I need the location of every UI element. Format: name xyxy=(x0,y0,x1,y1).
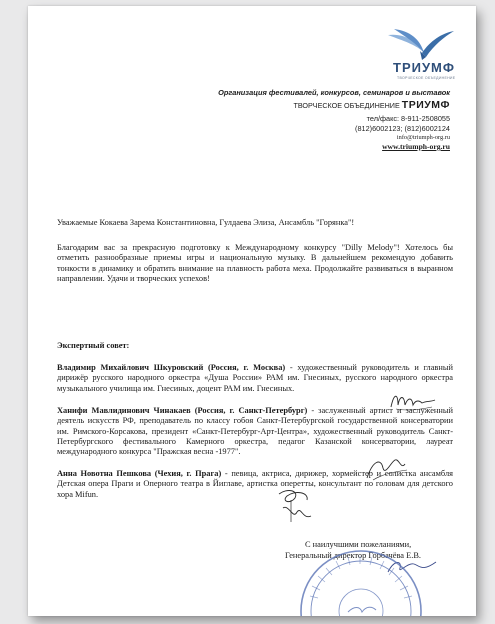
telfax: тел/факс: 8-911-2508055 xyxy=(366,114,450,123)
website-link[interactable]: www.triumph-org.ru xyxy=(382,142,450,151)
bird-logo-icon xyxy=(386,27,456,61)
org-prefix: ТВОРЧЕСКОЕ ОБЪЕДИНЕНИЕ xyxy=(293,101,400,110)
letter-body: Благодарим вас за прекрасную подготовку к Международному конкурсу "Dilly Melody"! Хотелось бы отметить разнообразные приемы игры и национальную музыку. В дальнейшем рекомендую добавить тонкости в динамику и обратить внимание на плавность работа меха. Продолжайте развиваться в выранном направлении. Удачи и творческих успехов! xyxy=(57,243,453,283)
expert-name: Ханифи Мавлидинович Чинакаев (Россия, г. Санкт-Петербург) xyxy=(57,406,308,415)
tagline: Организация фестивалей, конкурсов, семинаров и выставок xyxy=(218,88,450,97)
expert-name: Владимир Михайлович Шкуровский (Россия, г. Москва) xyxy=(57,363,286,372)
org-name: ТРИУМФ xyxy=(401,99,450,111)
round-stamp-icon xyxy=(296,546,426,616)
email-link[interactable]: info@triumph-org.ru xyxy=(396,134,450,141)
expert-council-title: Экспертный совет: xyxy=(57,341,130,350)
letter-page xyxy=(28,6,476,616)
expert-desc: - заслуженный артист и заслуженный деятель искусств РФ, преподаватель по классу гобоя Санкт-Петербургской государственной консерватории им. Римского-Корсакова, президент «Санкт-Петербург-Арт-Центра», художественный руководитель Санкт-Петербургского фестивального Камерного оркестра, педагог Казанской консерватории, лауреат международного конкурса "Пражская весна -1977". xyxy=(57,406,453,457)
closing-regards: С наилучшими пожеланиями, xyxy=(305,540,412,549)
brand-logo-text: ТРИУМФ xyxy=(393,60,455,75)
signature-chinakaev-icon xyxy=(363,454,409,484)
expert-desc: - художественный руководитель и главный дирижёр русского народного оркестра «Душа России» РАМ им. Гнесиных, русского народного оркестра музыкального училища им. Гнесиных, доцент РАМ им. Гнесиных. xyxy=(57,363,453,393)
closing-director: Генеральный директор Горбачёва Е.В. xyxy=(285,551,422,560)
org-line xyxy=(293,99,450,111)
greeting: Уважаемые Кокаева Зарема Константиновна, Гулдаева Элиза, Ансамбль "Горянка"! xyxy=(57,218,355,227)
signature-peshkova-icon xyxy=(273,486,317,528)
expert-name: Анна Новотна Пешкова (Чехия, г. Прага) xyxy=(57,469,222,478)
phones: (812)6002123; (812)6002124 xyxy=(355,124,450,133)
brand-subtitle: ТВОРЧЕСКОЕ ОБЪЕДИНЕНИЕ xyxy=(397,76,456,80)
expert-desc: - певица, актриса, дирижер, хормейстер и солистка ансамбля Детская опера Праги и Оперного театра в Йиглаве, артистка оперетты, консультант по головам для детского хора Mifun. xyxy=(57,469,453,499)
signature-shkurovsky-icon xyxy=(388,389,438,415)
